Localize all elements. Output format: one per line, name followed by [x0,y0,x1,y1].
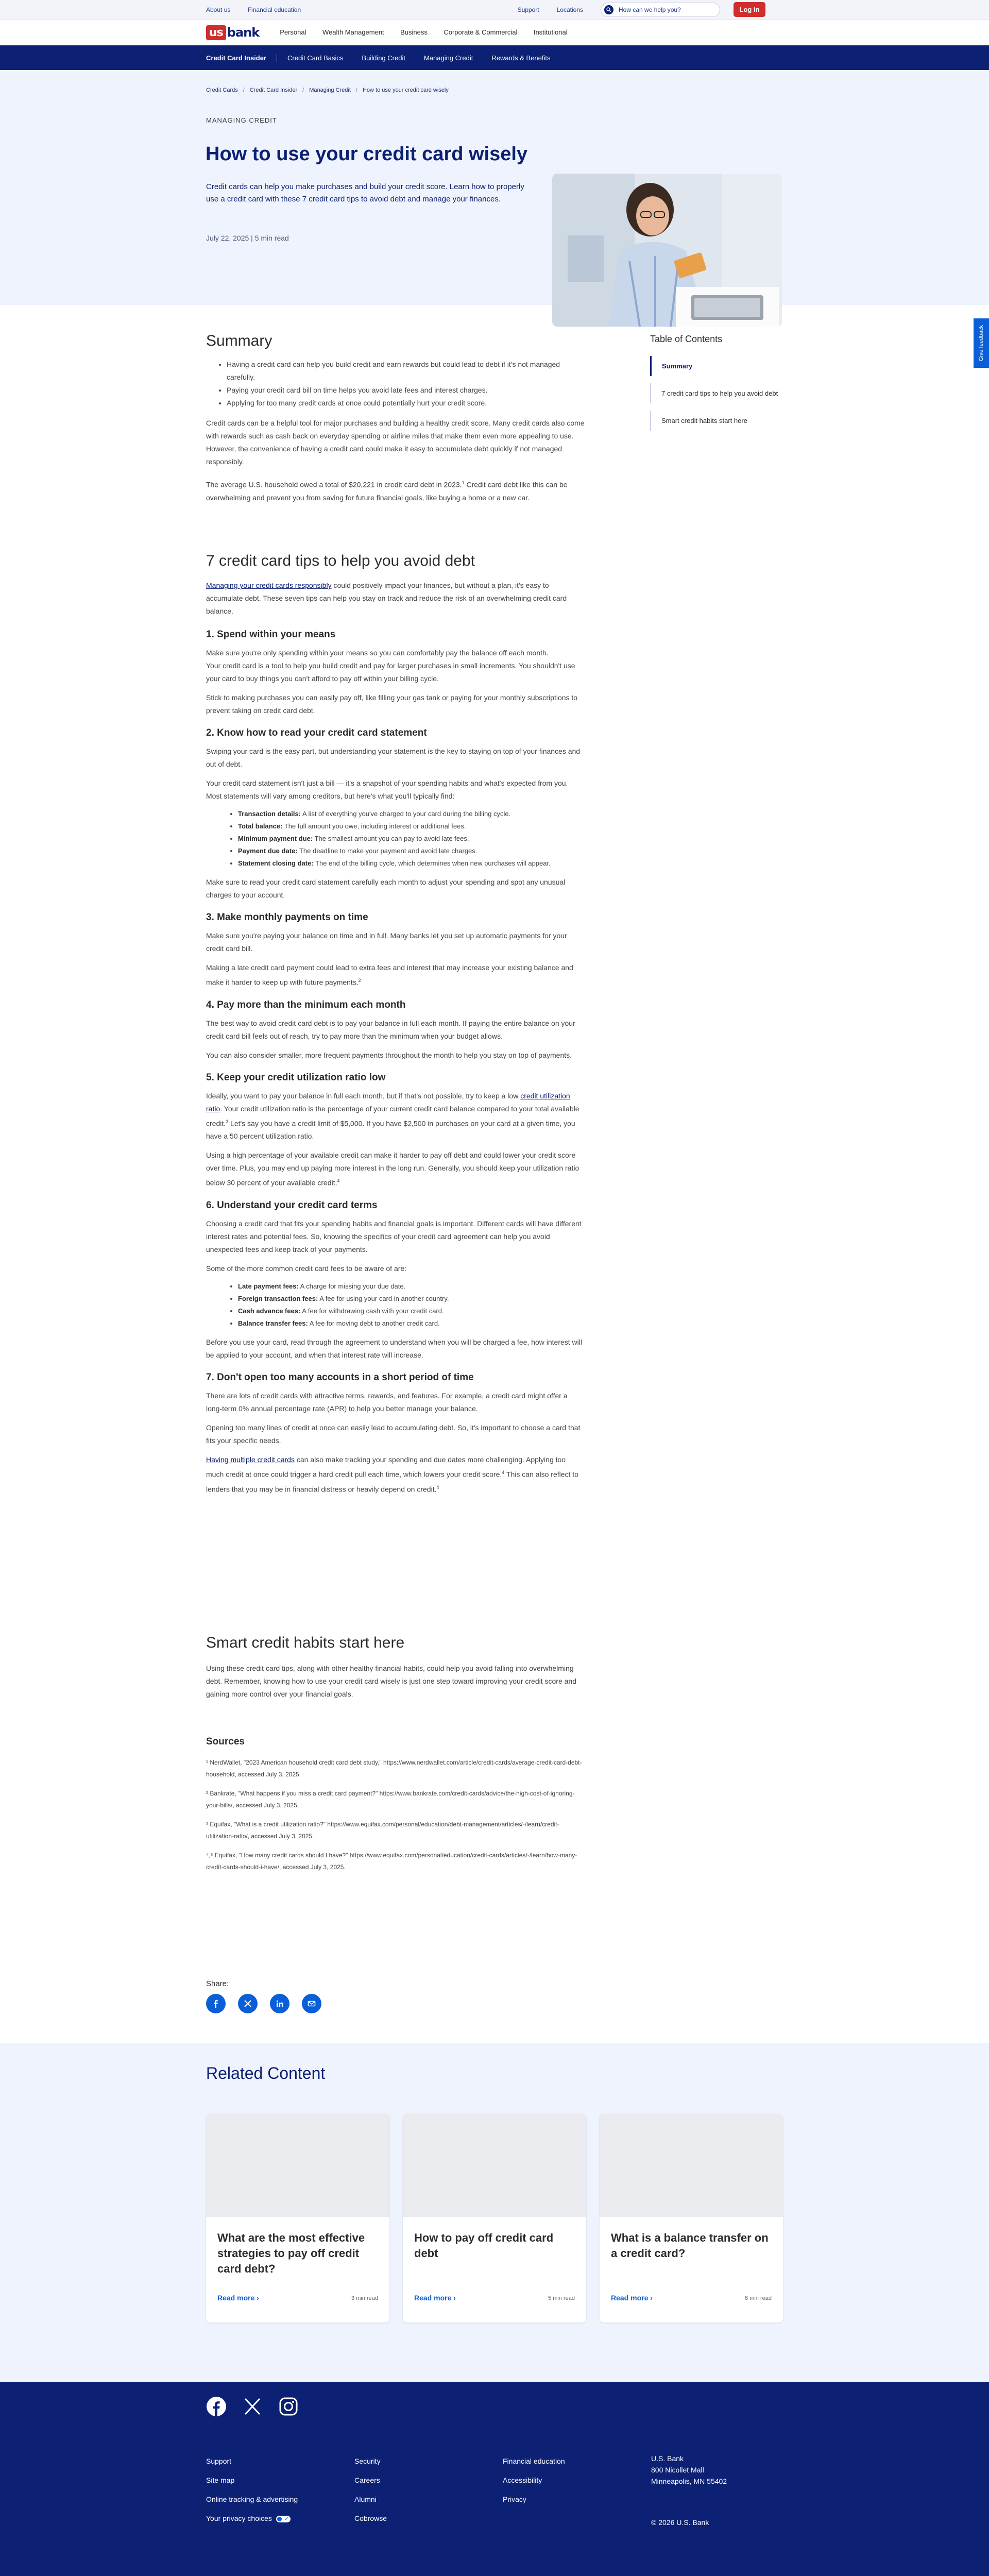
nav-wealth-management[interactable]: Wealth Management [322,28,384,36]
source-item: ² Bankrate, "What happens if you miss a credit card payment?" https://www.bankrate.com/credit-cards/advice/the-high-cost-of-ignoring-your-bills/, accessed July 3, 2025. [206,1790,575,1809]
search-icon [604,5,613,14]
summary-heading: Summary [206,332,272,349]
list-item: • Having a credit card can help you build credit and earn rewards but could lead to debt if it's not managed carefully. [227,358,585,384]
related-card[interactable] [403,2114,586,2323]
footer-link-support[interactable]: Support [206,2457,232,2465]
article-meta: July 22, 2025 | 5 min read [206,234,289,242]
definition: A charge for missing your due date. [298,1282,406,1290]
login-button[interactable]: Log in [734,2,765,17]
tip-1-heading: 1. Spend within your means [206,629,336,640]
read-time: 3 min read [351,2295,378,2301]
breadcrumb-separator: / [302,87,304,93]
text: could positively impact your finances, but without a plan, it's easy to accumulate debt. These seven tips can help you stay on track and reduce the risk of an overwhelming credit card balance. [206,581,567,615]
tip-paragraph: The best way to avoid credit card debt is to pay your balance in full each month. If paying the entire balance on your credit card bill feels out of reach, try to pay more than the minimum when your budget allows. [206,1019,575,1040]
x-icon[interactable] [242,2396,263,2417]
tip-5-heading: 5. Keep your credit utilization ratio low [206,1072,386,1083]
term: Balance transfer fees: [238,1319,308,1327]
footer-link-careers[interactable]: Careers [354,2476,380,2484]
subnav-brand[interactable]: Credit Card Insider [206,54,277,62]
tip-paragraph: Some of the more common credit card fees to be aware of are: [206,1264,407,1273]
source-item: ¹ NerdWallet, "2023 American household credit card debt study," https://www.nerdwallet.com/article/credit-cards/average-credit-card-debt-household, accessed July 3, 2025. [206,1759,582,1778]
address-line: 800 Nicollet Mall [651,2466,704,2474]
tip-paragraph: You can also consider smaller, more frequent payments throughout the month to help you stay on top of payments. [206,1050,572,1059]
read-more-label: Read more [414,2294,452,2302]
summary-section [206,332,585,504]
footer-link-cobrowse[interactable]: Cobrowse [354,2514,387,2522]
text: This can also reflect to lenders that you may be in financial distress or heavily depend on credit. [206,1470,578,1494]
subnav-credit-card-basics[interactable]: Credit Card Basics [287,54,344,62]
privacy-toggle-icon: ✓ [276,2516,291,2522]
search-input[interactable] [618,6,707,14]
search-box[interactable] [601,3,720,17]
toc-item-tips[interactable]: 7 credit card tips to help you avoid debt [650,383,783,403]
text: can also make tracking your spending and due dates more challenging. Applying too much credit at once could trigger a hard credit pull each time, which lowers your credit score. [206,1455,566,1479]
subnav-rewards-benefits[interactable]: Rewards & Benefits [491,54,551,62]
privacy-choices-label: Your privacy choices [206,2514,272,2522]
logo-bank: bank [227,25,260,40]
nav-business[interactable]: Business [400,28,428,36]
read-more-link[interactable] [611,2294,653,2302]
footer-link-alumni[interactable]: Alumni [354,2495,377,2503]
definition: The deadline to make your payment and avoid late charges. [297,847,478,855]
text: Ideally, you want to pay your balance in full each month, but if that's not possible, try to keep a low [206,1091,521,1100]
breadcrumb-credit-cards[interactable]: Credit Cards [206,87,238,93]
x-icon[interactable] [238,1994,258,2013]
usbank-logo[interactable] [206,25,259,40]
tip-paragraph: Your credit card statement isn't just a bill — it's a snapshot of your spending habits and what's expected from you. Most statements will vary among creditors, but here's what you'll typically find: [206,779,568,800]
tips-section [206,552,585,1496]
read-more-label: Read more [217,2294,255,2302]
breadcrumb [206,87,449,93]
chevron-right-icon: › [257,2294,259,2302]
linkedin-icon[interactable] [270,1994,289,2013]
term: Payment due date: [238,847,298,855]
footer-link-privacy[interactable]: Privacy [503,2495,526,2503]
related-heading: Related Content [206,2064,326,2082]
sources-heading: Sources [206,1736,245,1747]
list-item [238,1305,585,1317]
email-icon[interactable] [302,1994,321,2013]
tip-paragraph [206,961,585,989]
term: Statement closing date: [238,859,314,867]
footer-link-site-map[interactable]: Site map [206,2476,235,2484]
footer-col-2 [354,2453,387,2529]
footer-link-security[interactable]: Security [354,2457,381,2465]
breadcrumb-separator: / [243,87,245,93]
share-icons [206,1994,334,2013]
definition: A fee for using your card in another country. [318,1294,449,1302]
hero-description: Credit cards can help you make purchases and build your credit score. Learn how to properly use a credit card with these 7 credit card tips to avoid debt and manage your finances. [206,182,524,204]
financial-education-link[interactable]: Financial education [247,6,301,13]
source-item: ⁴,⁵ Equifax, "How many credit cards should I have?" https://www.equifax.com/personal/education/credit-cards/articles/-/learn/how-many-credit-cards-should-i-have/, accessed July 3, 2025. [206,1852,577,1871]
read-time: 8 min read [745,2295,772,2301]
list-item [238,857,585,870]
summary-list [206,358,585,410]
footer-social [206,2396,314,2417]
copyright: © 2026 U.S. Bank [651,2518,709,2527]
definition: The smallest amount you can pay to avoid late fees. [313,835,469,842]
tips-heading: 7 credit card tips to help you avoid debt [206,552,475,569]
facebook-icon[interactable] [206,1994,226,2013]
term: Total balance: [238,822,283,830]
breadcrumb-credit-card-insider[interactable]: Credit Card Insider [249,87,298,93]
footer-link-privacy-choices[interactable] [206,2514,291,2522]
footnote-ref: 2 [358,978,361,983]
sub-nav [0,45,989,70]
tip-paragraph: Your credit card is a tool to help you build credit and pay for larger purchases in small increments. You shouldn't use your card to buy things you can't afford to pay off within your billing cycle. [206,662,575,683]
card-image [403,2114,586,2217]
related-card[interactable] [206,2114,389,2323]
text: Credit card debt like this can be overwhelming and prevent you from saving for future financial goals, like buying a home or a new car. [206,480,568,502]
text: Making a late credit card payment could lead to extra fees and interest that may increase your existing balance and make it harder to keep up with future payments. [206,963,573,987]
chevron-right-icon: › [453,2294,456,2302]
tip-paragraph: Stick to making purchases you can easily pay off, like filling your gas tank or paying for your monthly subscriptions to prevent taking on credit card debt. [206,693,578,715]
multiple-cards-link[interactable]: Having multiple credit cards [206,1455,295,1464]
card-title: How to pay off credit card debt [414,2231,554,2260]
tip-2-heading: 2. Know how to read your credit card statement [206,727,427,738]
definition: A fee for withdrawing cash with your credit card. [300,1307,444,1315]
subnav-building-credit[interactable]: Building Credit [362,54,405,62]
utility-left-links [206,6,316,13]
read-more-link[interactable] [217,2294,259,2302]
sources-section [206,1736,585,1873]
term: Cash advance fees: [238,1307,301,1315]
tip-6-heading: 6. Understand your credit card terms [206,1199,378,1211]
text: . Your credit utilization ratio is the percentage of your current credit card balance compared to your total available credit. [206,1104,579,1128]
chevron-right-icon: › [650,2294,653,2302]
utility-bar [0,0,989,20]
read-time: 5 min read [548,2295,575,2301]
nav-personal[interactable]: Personal [280,28,306,36]
text: Using a high percentage of your available credit can make it harder to pay off debt and could lower your credit score over time. Plus, you may end up paying more interest in the long run. Generally, you should keep your utilization ratio below 30 percent of your available credit. [206,1151,579,1187]
logo-us: us [206,25,226,40]
list-item [238,1280,585,1293]
hero-image [552,174,782,327]
list-item [238,1317,585,1330]
card-title: What is a balance transfer on a credit card? [611,2231,769,2260]
footnote-ref: 4 [436,1484,439,1490]
tips-intro [206,579,585,618]
tip-paragraph: There are lots of credit cards with attractive terms, rewards, and features. For example, a credit card might offer a long-term 0% annual percentage rate (APR) to help you better manage your balance. [206,1391,568,1413]
toc-item-smart-habits[interactable]: Smart credit habits start here [650,411,783,431]
credit-utilization-link[interactable]: credit utilization ratio [206,1091,570,1113]
footnote-ref: 4 [337,1178,340,1184]
smart-habits-paragraph: Using these credit card tips, along with other healthy financial habits, could help you avoid falling into overwhelming debt. Remember, knowing how to use your credit card wisely is just one step toward improving your credit score and gaining more control over your financial goals. [206,1664,577,1698]
related-card[interactable] [600,2114,783,2323]
share-label: Share: [206,1979,229,1988]
term: Minimum payment due: [238,835,313,842]
address-line: U.S. Bank [651,2454,684,2463]
footer-col-1 [206,2453,298,2529]
nav-institutional[interactable]: Institutional [533,28,568,36]
source-item: ³ Equifax, "What is a credit utilization ratio?" https://www.equifax.com/personal/education/debt-management/articles/-/learn/credit-utilization-ratio/, accessed July 3, 2025. [206,1821,559,1840]
read-more-link[interactable] [414,2294,456,2302]
tip-paragraph [206,1090,585,1143]
toc-title: Table of Contents [650,334,723,344]
hero [0,70,989,305]
address-line: Minneapolis, MN 55402 [651,2477,727,2485]
term: Transaction details: [238,810,301,818]
term: Late payment fees: [238,1282,299,1290]
smart-habits-section [206,1634,585,1701]
list-item [238,833,585,845]
nav-corporate-commercial[interactable]: Corporate & Commercial [444,28,518,36]
tip-paragraph: Opening too many lines of credit at once can easily lead to accumulating debt. So, it's important to choose a card that fits your specific needs. [206,1423,581,1445]
tip-paragraph: Make sure you're only spending within your means so you can comfortably pay the balance off each month. [206,649,549,657]
footer-link-online-tracking[interactable]: Online tracking & advertising [206,2495,298,2503]
definition: A fee for moving debt to another credit card. [308,1319,440,1327]
card-fees-list [206,1280,585,1330]
footnote-ref: 3 [226,1118,229,1124]
footer-address [651,2453,727,2487]
tip-paragraph [206,1453,585,1496]
about-us-link[interactable]: About us [206,6,231,13]
instagram-icon[interactable] [278,2396,299,2417]
definition: The end of the billing cycle, which determines when new purchases will appear. [313,859,551,867]
breadcrumb-managing-credit[interactable]: Managing Credit [309,87,351,93]
footnote-ref: 4 [502,1469,505,1475]
page-title: How to use your credit card wisely [206,143,528,165]
card-image [206,2114,389,2217]
card-title: What are the most effective strategies to pay off credit card debt? [217,2231,365,2275]
main-nav-links [280,28,581,37]
table-of-contents [650,334,783,431]
list-item [238,820,585,833]
tip-paragraph: Swiping your card is the easy part, but understanding your statement is the key to staying on top of your finances and out of debt. [206,747,581,768]
text: Let's say you have a credit limit of $5,000. If you have $2,500 in purchases on your card at a given time, you have a 50 percent utilization ratio. [206,1119,575,1141]
summary-paragraph: Credit cards can be a helpful tool for major purchases and building a healthy credit score. Many credit cards also come with rewards such as cash back on everyday spending or airline miles that make them even more appealing to use. However, the convenience of having a credit card could make it easy to accumulate debt quickly if not managed responsibly. [206,419,585,466]
footer-link-financial-education[interactable]: Financial education [503,2457,565,2465]
breadcrumb-current: How to use your credit card wisely [362,87,449,93]
facebook-icon[interactable] [206,2396,227,2417]
tip-paragraph: Before you use your card, read through the agreement to understand when you will be charged a fee, how interest will be applied to your account, and when that interest rate will increase. [206,1337,582,1359]
definition: The full amount you owe, including interest or additional fees. [282,822,466,830]
summary-paragraph [206,477,585,504]
tip-paragraph [206,1149,585,1190]
tip-paragraph: Choosing a credit card that fits your spending habits and financial goals is important. Different cards will have different interest rates and potential fees. So, knowing the specifics of your credit card agreement can help you avoid unexpected fees and keep track of your payments. [206,1219,582,1253]
list-item: • Paying your credit card bill on time helps you avoid late fees and interest charges. [227,384,585,397]
read-more-label: Read more [611,2294,649,2302]
list-item [238,808,585,820]
toc-item-summary[interactable]: Summary [650,356,783,376]
related-content [0,2043,989,2382]
support-link[interactable]: Support [517,6,539,13]
tip-3-heading: 3. Make monthly payments on time [206,912,368,923]
term: Foreign transaction fees: [238,1294,318,1302]
breadcrumb-separator: / [355,87,357,93]
tip-7-heading: 7. Don't open too many accounts in a short period of time [206,1371,474,1383]
tip-paragraph: Make sure you're paying your balance on time and in full. Many banks let you set up automatic payments for your credit card bill. [206,931,567,953]
subnav-managing-credit[interactable]: Managing Credit [423,54,473,62]
feedback-tab[interactable] [974,318,989,368]
footnote-ref: 1 [462,480,465,485]
managing-cards-link[interactable]: Managing your credit cards responsibly [206,581,332,589]
card-image [600,2114,783,2217]
smart-habits-heading: Smart credit habits start here [206,1634,405,1651]
list-item: • Applying for too many credit cards at once could potentially hurt your credit score. [227,397,585,410]
footer [0,2382,989,2576]
tip-4-heading: 4. Pay more than the minimum each month [206,999,406,1010]
hero-eyebrow: MANAGING CREDIT [206,116,277,124]
footer-col-3 [503,2453,565,2510]
main-nav [0,20,989,45]
tip-paragraph: Make sure to read your credit card statement carefully each month to adjust your spending and spot any unusual charges to your account. [206,878,566,899]
list-item [238,1293,585,1305]
text: The average U.S. household owed a total of $20,221 in credit card debt in 2023. [206,480,462,489]
statement-terms-list [206,808,585,870]
definition: A list of everything you've charged to your card during the billing cycle. [301,810,511,818]
list-item [238,845,585,857]
feedback-label: Give feedback [978,325,985,362]
footer-link-accessibility[interactable]: Accessibility [503,2476,542,2484]
locations-link[interactable]: Locations [556,6,583,13]
utility-right [518,2,783,17]
